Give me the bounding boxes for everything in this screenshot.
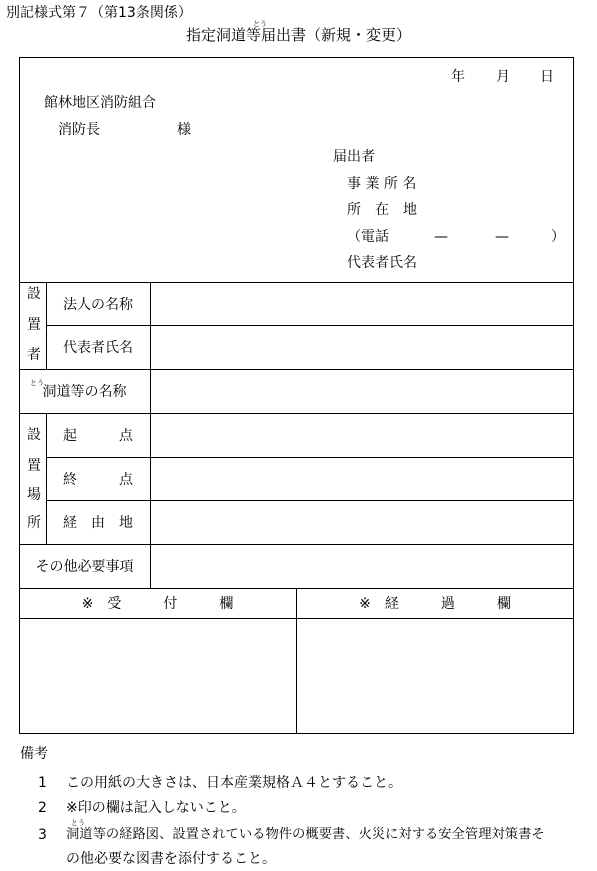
end-point-label: 終 点 xyxy=(63,471,133,488)
note-3-continuation: の他必要な図書を添付すること。 xyxy=(66,851,276,867)
note-3-text: 洞道等の経路図、設置されている物件の概要書、火災に対する安全管理対策書そ xyxy=(66,827,545,842)
addressee-title: 消防長 xyxy=(58,122,100,138)
reception-field xyxy=(19,618,296,734)
notes-heading: 備考 xyxy=(20,746,48,762)
other-label: その他必要事項 xyxy=(35,559,134,575)
corp-name-label: 法人の名称 xyxy=(63,296,133,313)
note-2-text: ※印の欄は記入しないこと。 xyxy=(66,800,246,816)
addressee-org: 館林地区消防組合 xyxy=(44,95,156,111)
start-point-field[interactable] xyxy=(150,413,574,457)
date-month: 月 xyxy=(496,69,510,85)
tunnel-ruby: とう xyxy=(30,379,44,387)
installer-char-2: 置 xyxy=(27,317,41,333)
title-ruby: とう xyxy=(253,20,267,28)
reception-header: ※ 受 付 欄 xyxy=(81,596,234,612)
note-2-number: 2 xyxy=(38,800,47,816)
progress-field xyxy=(296,618,574,734)
location-char-1: 設 xyxy=(27,427,41,443)
honorific: 様 xyxy=(177,122,191,138)
location-char-3: 場 xyxy=(27,487,41,503)
corp-name-field[interactable] xyxy=(150,282,574,325)
installer-rep-label: 代表者氏名 xyxy=(63,340,133,356)
representative-label: 代表者氏名 xyxy=(347,255,417,271)
note-3-ruby: とう xyxy=(71,819,85,827)
location-char-2: 置 xyxy=(27,458,41,474)
other-field[interactable] xyxy=(150,544,574,588)
note-1-text: この用紙の大きさは、日本産業規格Ａ４とすること。 xyxy=(66,775,402,791)
location-char-4: 所 xyxy=(27,515,41,531)
date-year: 年 xyxy=(451,69,465,85)
start-point-label: 起 点 xyxy=(63,428,133,444)
via-point-field[interactable] xyxy=(150,500,574,544)
date-day: 日 xyxy=(540,69,554,85)
submitter-label: 届出者 xyxy=(333,149,375,165)
phone-label: （電話 xyxy=(347,229,389,245)
note-1-number: 1 xyxy=(38,775,47,791)
installer-char-3: 者 xyxy=(27,347,41,363)
location-label: 所 在 地 xyxy=(347,202,417,218)
end-point-field[interactable] xyxy=(150,457,574,500)
installer-char-1: 設 xyxy=(27,286,41,302)
phone-dash-2: — xyxy=(495,229,509,245)
phone-dash-1: — xyxy=(434,229,448,245)
office-name-label: 事 業 所 名 xyxy=(347,176,417,192)
note-3-number: 3 xyxy=(38,827,47,843)
tunnel-name-label: 洞道等の名称 xyxy=(42,384,127,400)
form-number-label: 別記様式第７（第13条関係） xyxy=(6,5,192,21)
phone-close: ） xyxy=(551,229,565,245)
page-title: 指定洞道等届出書（新規・変更） xyxy=(185,26,411,44)
progress-header: ※ 経 過 欄 xyxy=(359,596,511,612)
installer-rep-field[interactable] xyxy=(150,325,574,369)
via-point-label: 経 由 地 xyxy=(63,515,133,531)
tunnel-name-field[interactable] xyxy=(150,369,574,413)
